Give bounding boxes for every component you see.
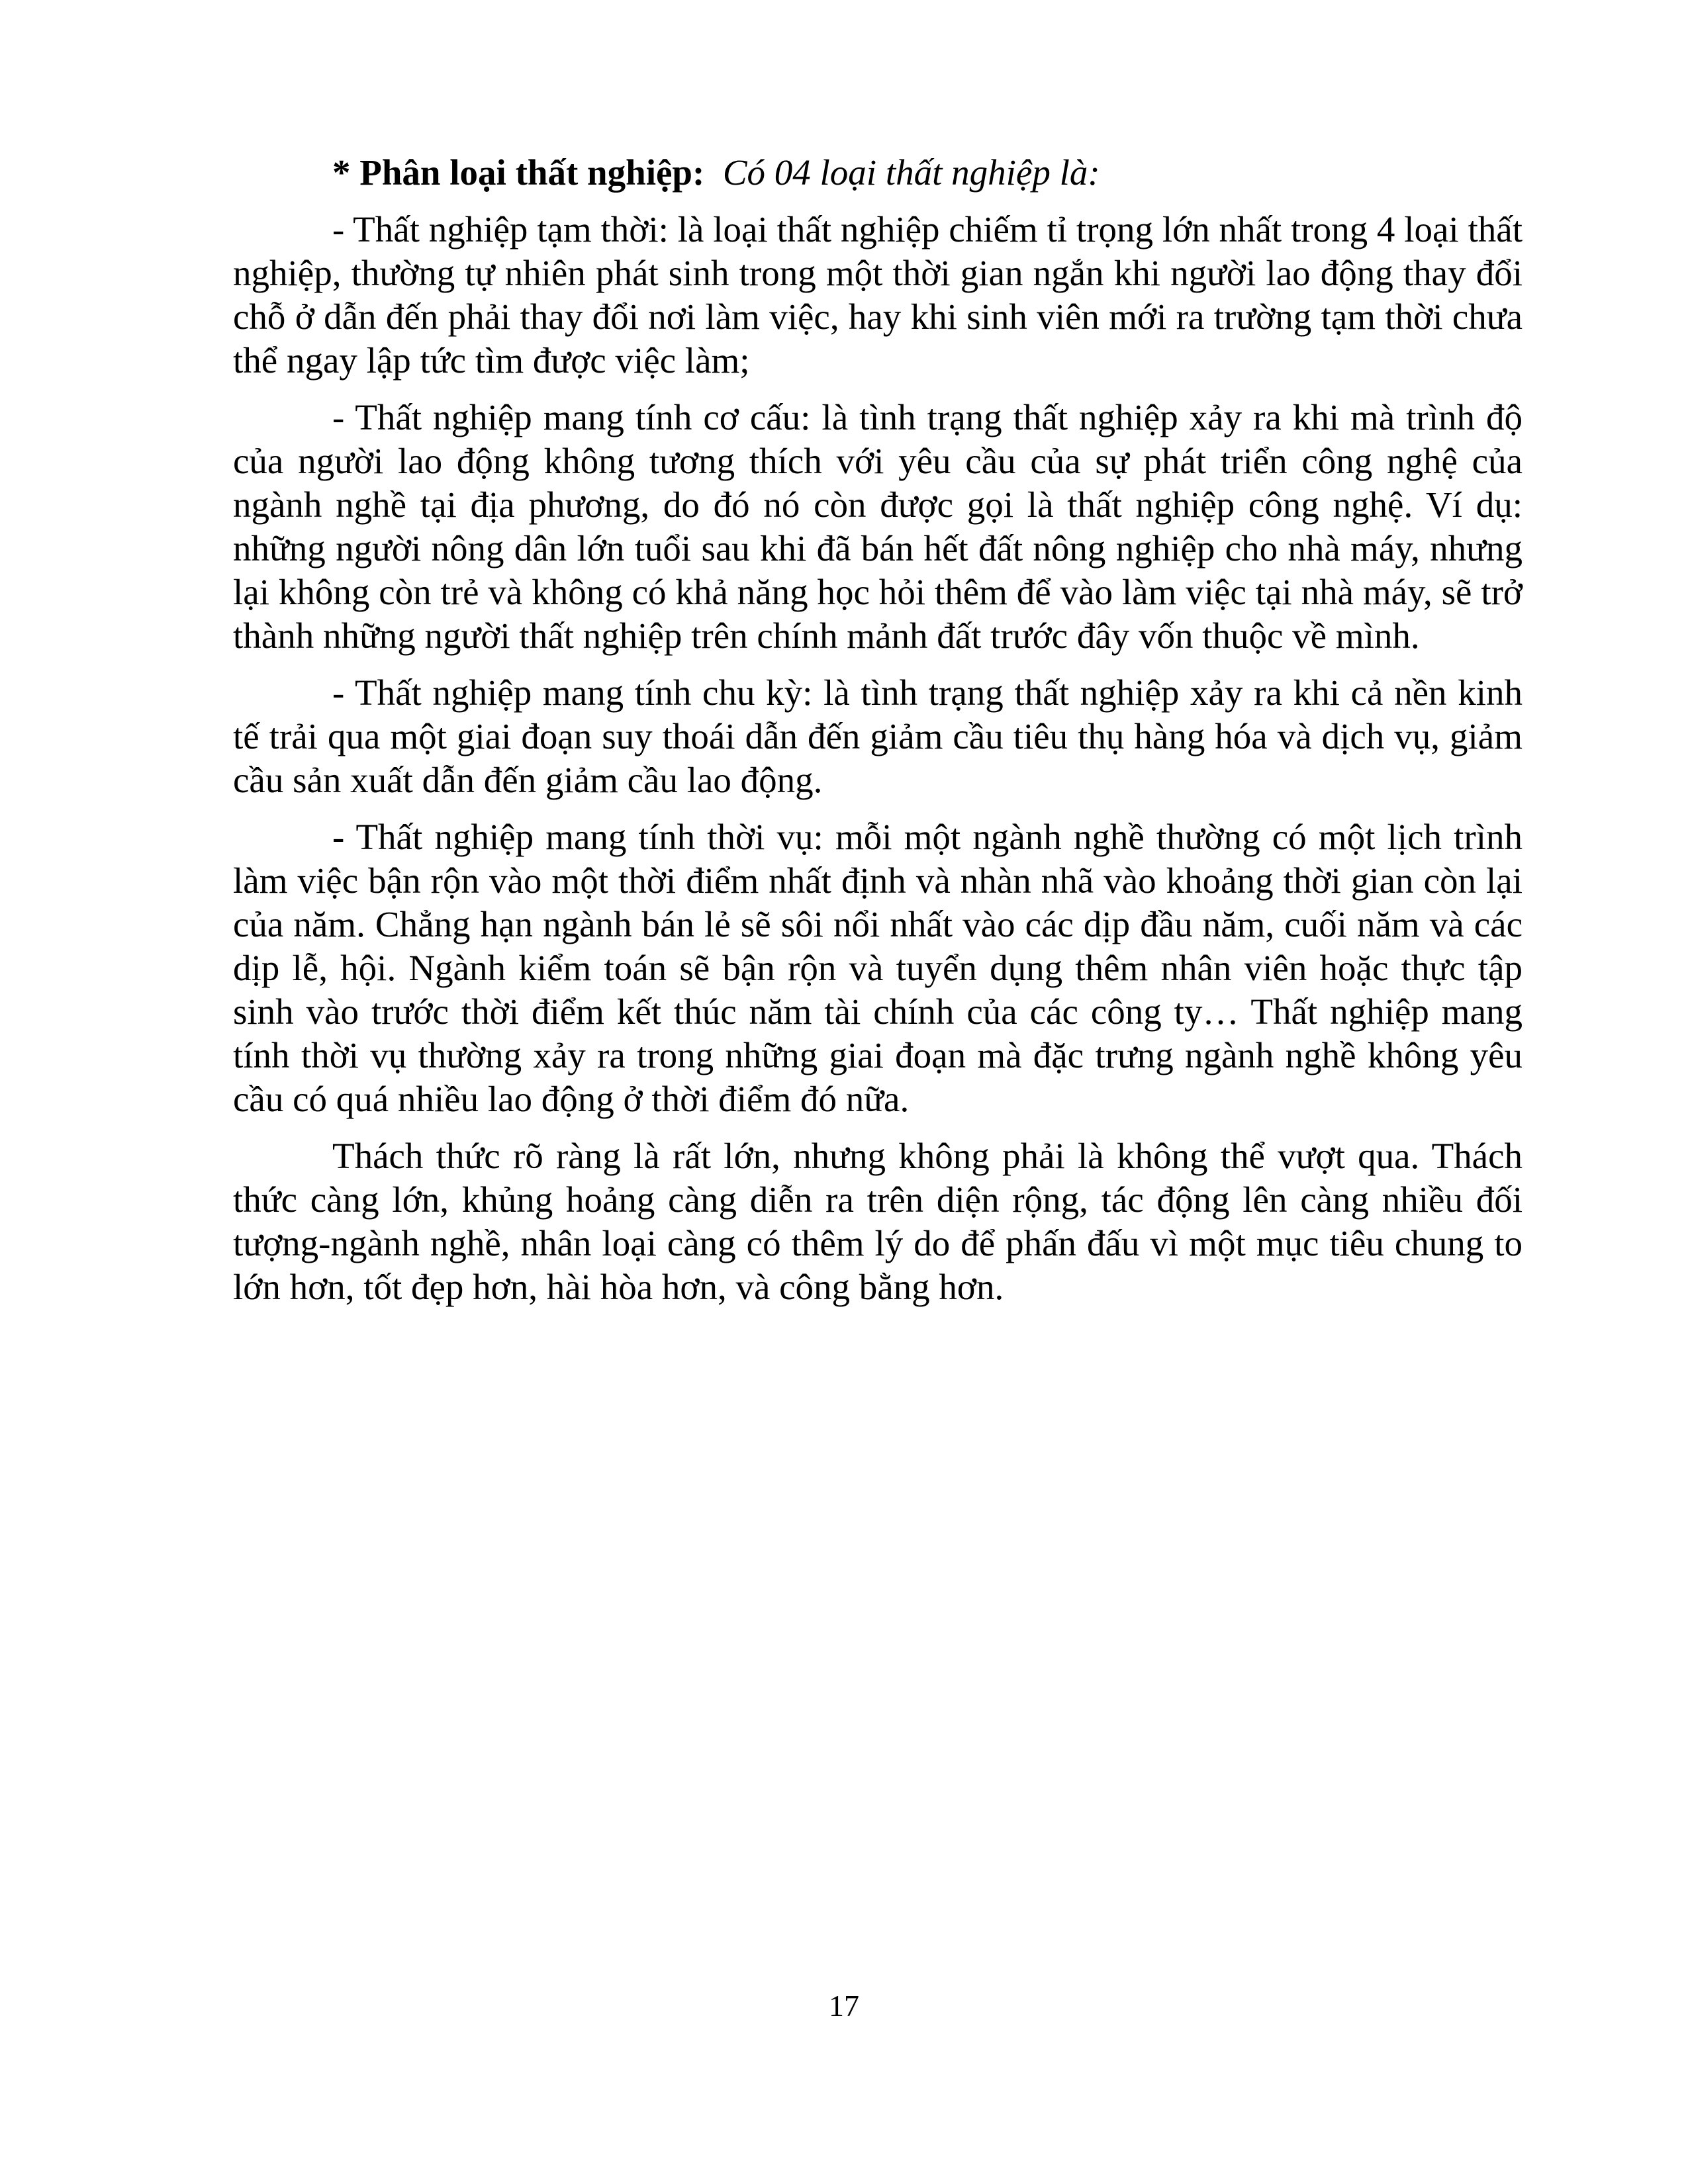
heading-label: * Phân loại thất nghiệp: [332,152,705,193]
paragraph-cyclical-unemployment: - Thất nghiệp mang tính chu kỳ: là tình trạng thất nghiệp xảy ra khi cả nền kinh tế trải qua một giai đoạn suy thoái dẫn đến giảm cầu tiêu thụ hàng hóa và dịch vụ, giảm cầu sản xuất dẫn đến giảm cầu lao động. [233,672,1523,800]
paragraph-structural-unemployment: - Thất nghiệp mang tính cơ cấu: là tình trạng thất nghiệp xảy ra khi mà trình độ của người lao động không tương thích với yêu cầu của sự phát triển công nghệ của ngành nghề tại địa phương, do đó nó còn được gọi là thất nghiệp công nghệ. Ví dụ: những người nông dân lớn tuổi sau khi đã bán hết đất nông nghiệp cho nhà máy, nhưng lại không còn trẻ và không có khả năng học hỏi thêm để vào làm việc tại nhà máy, sẽ trở thành những người thất nghiệp trên chính mảnh đất trước đây vốn thuộc về mình. [233,397,1523,656]
heading-intro: Có 04 loại thất nghiệp là: [722,152,1100,193]
paragraph-temporary-unemployment: - Thất nghiệp tạm thời: là loại thất nghiệp chiếm tỉ trọng lớn nhất trong 4 loại thất nghiệp, thường tự nhiên phát sinh trong một thời gian ngắn khi người lao động thay đổi chỗ ở dẫn đến phải thay đổi nơi làm việc, hay khi sinh viên mới ra trường tạm thời chưa thể ngay lập tức tìm được việc làm; [233,209,1523,381]
page-number: 17 [829,1989,859,2023]
paragraph-seasonal-unemployment: - Thất nghiệp mang tính thời vụ: mỗi một ngành nghề thường có một lịch trình làm việc bận rộn vào một thời điểm nhất định và nhàn nhã vào khoảng thời gian còn lại của năm. Chẳng hạn ngành bán lẻ sẽ sôi nổi nhất vào các dịp đầu năm, cuối năm và các dịp lễ, hội. Ngành kiểm toán sẽ bận rộn và tuyển dụng thêm nhân viên hoặc thực tập sinh vào trước thời điểm kết thúc năm tài chính của các công ty… Thất nghiệp mang tính thời vụ thường xảy ra trong những giai đoạn mà đặc trưng ngành nghề không yêu cầu có quá nhiều lao động ở thời điểm đó nữa. [233,817,1523,1119]
paragraph-conclusion: Thách thức rõ ràng là rất lớn, nhưng không phải là không thể vượt qua. Thách thức càng lớn, khủng hoảng càng diễn ra trên diện rộng, tác động lên càng nhiều đối tượng-ngành nghề, nhân loại càng có thêm lý do để phấn đấu vì một mục tiêu chung to lớn hơn, tốt đẹp hơn, hài hòa hơn, và công bằng hơn. [233,1136,1523,1307]
section-heading [233,151,1523,195]
page-content [233,151,1523,1322]
